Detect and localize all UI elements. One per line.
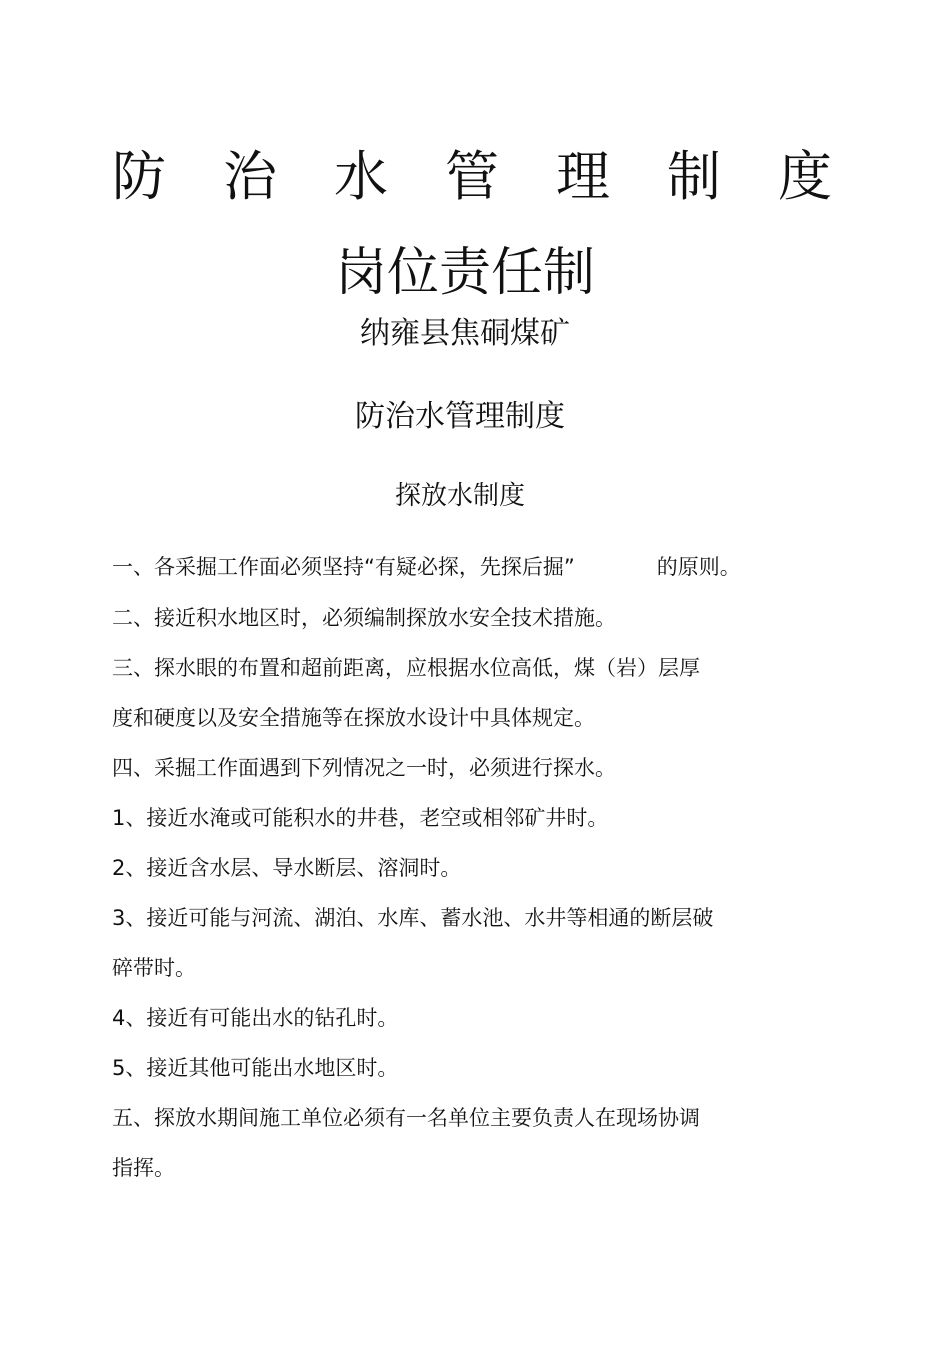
paragraph-3-line-1: 三、探水眼的布置和超前距离，应根据水位高低，煤（岩）层厚 bbox=[112, 656, 700, 680]
paragraph-5-line-2: 指挥。 bbox=[112, 1156, 175, 1180]
organization-name: 纳雍县焦硐煤矿 bbox=[360, 316, 570, 351]
main-title-char: 治 bbox=[223, 145, 277, 208]
list-item-1: 1、接近水淹或可能积水的井巷，老空或相邻矿井时。 bbox=[112, 806, 609, 830]
secondary-title: 岗位责任制 bbox=[334, 243, 595, 303]
paragraph-4: 四、采掘工作面遇到下列情况之一时，必须进行探水。 bbox=[112, 756, 616, 780]
main-title-char: 防 bbox=[112, 145, 166, 208]
list-item-5: 5、接近其他可能出水地区时。 bbox=[112, 1056, 399, 1080]
paragraph-1-text-a: 一、各采掘工作面必须坚持“有疑必探，先探后掘” bbox=[112, 555, 575, 579]
main-title-char: 水 bbox=[334, 145, 388, 208]
main-title-char: 管 bbox=[445, 145, 499, 208]
list-item-2: 2、接近含水层、导水断层、溶洞时。 bbox=[112, 856, 462, 880]
main-title-char: 度 bbox=[778, 145, 832, 208]
paragraph-1 bbox=[112, 552, 741, 582]
paragraph-3-line-2: 度和硬度以及安全措施等在探放水设计中具体规定。 bbox=[112, 706, 595, 730]
paragraph-2: 二、接近积水地区时，必须编制探放水安全技术措施。 bbox=[112, 606, 616, 630]
list-item-3-line-2: 碎带时。 bbox=[112, 956, 196, 980]
main-title bbox=[112, 142, 832, 212]
list-item-3-line-1: 3、接近可能与河流、湖泊、水库、蓄水池、水井等相通的断层破 bbox=[112, 906, 714, 930]
sub-title: 探放水制度 bbox=[394, 481, 525, 511]
main-title-char: 理 bbox=[556, 145, 610, 208]
list-item-4: 4、接近有可能出水的钻孔时。 bbox=[112, 1006, 399, 1030]
paragraph-1-text-b: 的原则。 bbox=[656, 555, 741, 579]
main-title-char: 制 bbox=[667, 145, 721, 208]
section-title: 防治水管理制度 bbox=[355, 399, 565, 434]
paragraph-5-line-1: 五、探放水期间施工单位必须有一名单位主要负责人在现场协调 bbox=[112, 1106, 700, 1130]
